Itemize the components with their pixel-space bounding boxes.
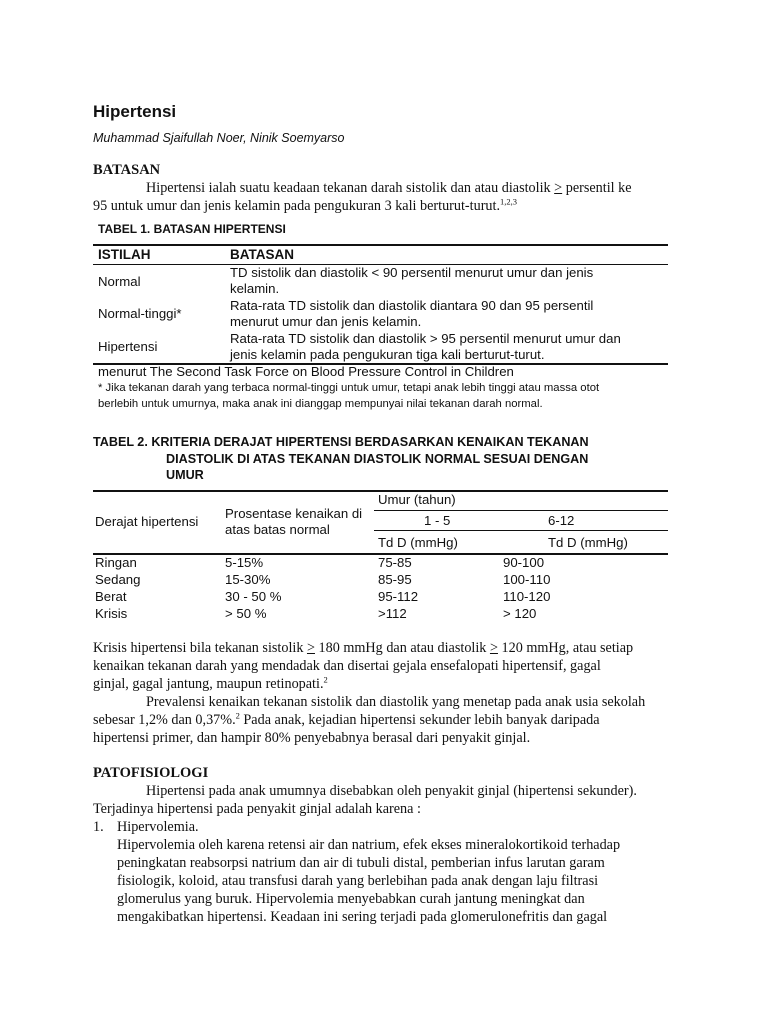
citation: 2: [235, 710, 240, 721]
table2-header-unit2: Td D (mmHg): [548, 535, 628, 550]
patofisiologi-line1: Hipertensi pada anak umumnya disebabkan oleh penyakit ginjal (hipertensi sekunder).: [146, 783, 637, 799]
ge-symbol: >: [306, 640, 315, 656]
section-heading-batasan: BATASAN: [93, 162, 161, 178]
text-run: ginjal, gagal jantung, maupun retinopati.: [93, 676, 324, 692]
table2-grade: Sedang: [95, 572, 141, 587]
text-run: Krisis hipertensi bila tekanan sistolik: [93, 640, 307, 656]
table2-age1-value: 75-85: [378, 555, 412, 570]
text-run: sebesar 1,2% dan 0,37%.: [93, 712, 236, 728]
table2-header-derajat: Derajat hipertensi: [95, 514, 199, 529]
patofisiologi-line2: Terjadinya hipertensi pada penyakit ginjal adalah karena :: [93, 801, 421, 817]
table1-top-rule: [93, 244, 668, 246]
table1-caption: TABEL 1. BATASAN HIPERTENSI: [98, 222, 286, 236]
list-item-number: 1.: [93, 819, 104, 835]
authors: Muhammad Sjaifullah Noer, Ninik Soemyarso: [93, 131, 345, 145]
table1-term: Hipertensi: [98, 339, 158, 354]
table2-header-prosentase: atas batas normal: [225, 522, 330, 537]
list-item-line: fisiologik, koloid, atau transfusi darah yang berlebihan pada anak dengan laju filtrasi: [117, 873, 599, 889]
table1-term: Normal: [98, 274, 141, 289]
table1-header-istilah: ISTILAH: [98, 247, 151, 262]
table2-age-rule: [374, 530, 668, 531]
citation: 2: [323, 674, 328, 685]
table1-def: TD sistolik dan diastolik < 90 persentil menurut umur dan jenis: [230, 265, 594, 280]
list-item-line: Hipervolemia oleh karena retensi air dan natrium, efek ekses mineralokortikoid terhadap: [117, 837, 621, 853]
table2-umur-rule: [374, 510, 668, 511]
table2-age1-value: 95-112: [378, 589, 419, 604]
prevalensi-line3: hipertensi primer, dan hampir 80% penyebabnya berasal dari penyakit ginjal.: [93, 730, 531, 746]
table2-header-age1: 1 - 5: [424, 513, 451, 528]
table2-header-prosentase: Prosentase kenaikan di: [225, 506, 363, 521]
krisis-line2: kenaikan tekanan darah yang mendadak dan disertai gejala ensefalopati hipertensif, gagal: [93, 658, 601, 674]
table1-def: jenis kelamin pada pengukuran tiga kali berturut-turut.: [230, 347, 545, 362]
table2-grade: Ringan: [95, 555, 137, 570]
ge-symbol: >: [554, 180, 563, 196]
table2-header-age2: 6-12: [548, 513, 575, 528]
prevalensi-line2: [93, 712, 600, 729]
table2-age1-value: >112: [378, 606, 407, 621]
list-item-line: mengakibatkan hipertensi. Keadaan ini sering terjadi pada glomerulonefritis dan gagal: [117, 909, 608, 925]
text-run: Pada anak, kejadian hipertensi sekunder lebih banyak daripada: [239, 712, 600, 728]
citation: 1,2,3: [500, 196, 518, 207]
table1-term: Normal-tinggi*: [98, 306, 182, 321]
table1-header-batasan: BATASAN: [230, 247, 294, 262]
table1-def: Rata-rata TD sistolik dan diastolik > 95 persentil menurut umur dan: [230, 331, 621, 346]
table1-footnote: * Jika tekanan darah yang terbaca normal-tinggi untuk umur, tetapi anak lebih tinggi atau massa otot: [98, 382, 600, 394]
table2-grade: Krisis: [95, 606, 128, 621]
list-item-line: glomerulus yang buruk. Hipervolemia menyebabkan curah jantung meningkat dan: [117, 891, 585, 907]
table1-def: kelamin.: [230, 281, 280, 296]
table2-pct: > 50 %: [225, 606, 267, 621]
ge-symbol: >: [489, 640, 498, 656]
batasan-paragraph-line1: [146, 180, 632, 197]
page-title: Hipertensi: [93, 102, 177, 121]
table2-header-unit1: Td D (mmHg): [378, 535, 458, 550]
table2-age2-value: > 120: [503, 606, 537, 621]
prevalensi-line1: Prevalensi kenaikan tekanan sistolik dan diastolik yang menetap pada anak usia sekolah: [146, 694, 646, 710]
table2-header-umur: Umur (tahun): [378, 492, 456, 507]
krisis-line1: [93, 640, 633, 657]
section-heading-patofisiologi: PATOFISIOLOGI: [93, 765, 209, 781]
text-run: 95 untuk umur dan jenis kelamin pada pengukuran 3 kali berturut-turut.: [93, 198, 501, 214]
text-run: Hipertensi ialah suatu keadaan tekanan darah sistolik dan atau diastolik: [146, 180, 555, 196]
text-run: 120 mmHg, atau setiap: [497, 640, 634, 656]
text-run: persentil ke: [562, 180, 632, 196]
list-item-line: peningkatan reabsorpsi natrium dan air di tubuli distal, pemberian infus larutan garam: [117, 855, 605, 871]
table2-caption-line1: TABEL 2. KRITERIA DERAJAT HIPERTENSI BERDASARKAN KENAIKAN TEKANAN: [93, 435, 589, 449]
table2-age2-value: 100-110: [503, 572, 551, 587]
text-run: 180 mmHg dan atau diastolik: [314, 640, 490, 656]
table1-source: menurut The Second Task Force on Blood Pressure Control in Children: [98, 364, 514, 379]
table2-pct: 30 - 50 %: [225, 589, 282, 604]
batasan-paragraph-line2: [93, 198, 517, 215]
table2-caption-line3: UMUR: [166, 468, 204, 482]
table2-age2-value: 90-100: [503, 555, 545, 570]
table2-pct: 15-30%: [225, 572, 271, 587]
table2-pct: 5-15%: [225, 555, 264, 570]
table2-age2-value: 110-120: [503, 589, 551, 604]
krisis-line3: [93, 676, 328, 693]
table2-age1-value: 85-95: [378, 572, 412, 587]
table1-def: menurut umur dan jenis kelamin.: [230, 314, 422, 329]
list-item-title: Hipervolemia.: [117, 819, 199, 835]
table2-grade: Berat: [95, 589, 127, 604]
table1-def: Rata-rata TD sistolik dan diastolik diantara 90 dan 95 persentil: [230, 298, 594, 313]
table1-footnote: berlebih untuk umurnya, maka anak ini dianggap mempunyai nilai tekanan darah normal.: [98, 398, 543, 410]
table2-caption-line2: DIASTOLIK DI ATAS TEKANAN DIASTOLIK NORMAL SESUAI DENGAN: [166, 452, 589, 466]
